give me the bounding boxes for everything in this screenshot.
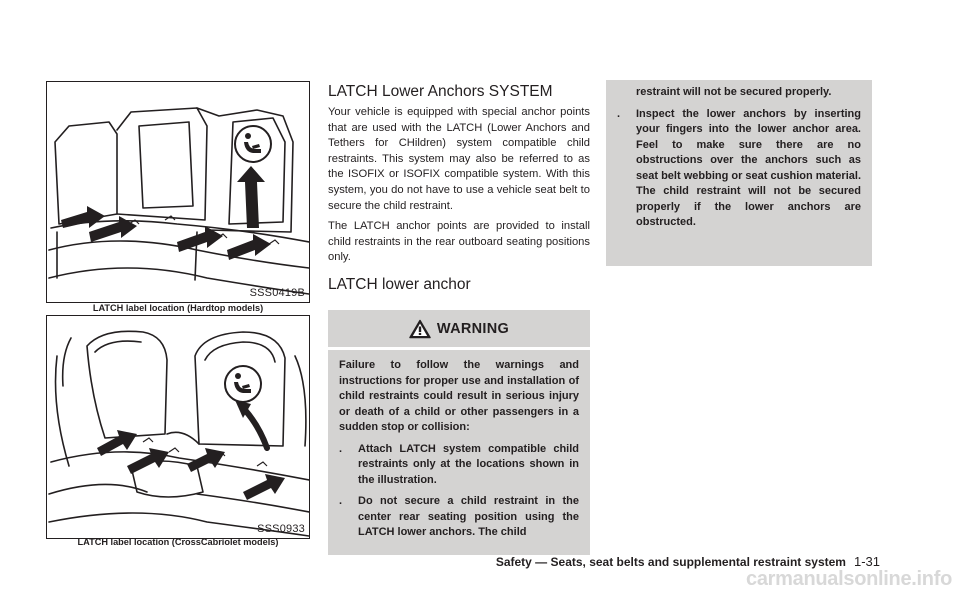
subsection-title: LATCH lower anchor: [328, 275, 471, 293]
section-paragraph: Your vehicle is equipped with special anchor points that are used with the LATCH (Lower Anchors and Tethers for CHildren) system compatible child restraints. This system may also be referred to as the ISOFIX or ISOFIX compatible system. With this system, you do not have to use a vehicle seat belt to secure the child restraint.: [328, 106, 590, 212]
warning-bullet: [617, 107, 861, 231]
page-footer: [496, 554, 880, 569]
hardtop-seat-illustration: [47, 82, 310, 303]
warning-bullet-text: Attach LATCH system compatible child restraints only at the locations shown in the illustration.: [358, 442, 579, 486]
warning-triangle-icon: [409, 319, 431, 339]
warning-box-continued: [606, 80, 872, 266]
warning-bullet: [339, 442, 579, 489]
figure-caption: LATCH label location (Hardtop models): [92, 303, 264, 313]
chapter-title: Safety — Seats, seat belts and supplemental restraint system: [495, 555, 846, 569]
warning-bullet-text: Inspect the lower anchors by inserting your fingers into the lower anchor area. Feel to make sure there are no obstructions over the anchors such as seat belt webbing or seat cushion material. The child restraint will not be secured properly if the lower anchors are obstructed.: [636, 107, 861, 228]
warning-bullet-text: Do not secure a child restraint in the center rear seating position using the LATCH lower anchors. The child: [358, 495, 579, 538]
warning-body: [328, 350, 590, 541]
warning-bullet: [339, 494, 579, 541]
figure-hardtop-seats: [46, 81, 310, 303]
crosscabriolet-seat-illustration: [47, 316, 310, 539]
latch-section: [328, 82, 590, 294]
warning-title: WARNING: [436, 320, 510, 337]
figure-crosscabriolet-seats: [46, 315, 310, 539]
page-number: 1-31: [853, 554, 880, 569]
warning-header: [328, 310, 590, 350]
section-title: LATCH Lower Anchors SYSTEM: [328, 83, 553, 100]
warning-box: [328, 310, 590, 555]
figure-code: SSS0933: [257, 523, 305, 535]
section-paragraph: The LATCH anchor points are provided to install child restraints in the rear outboard seating positions only.: [328, 220, 590, 264]
bullet-mark: .: [339, 442, 343, 455]
bullet-mark: .: [617, 107, 621, 120]
watermark: carmanualsonline.info: [746, 568, 952, 590]
figure-code: SSS0419B: [249, 287, 305, 299]
warning-bullet-continued: restraint will not be secured properly.: [636, 86, 832, 98]
figure-caption: LATCH label location (CrossCabriolet models): [77, 537, 279, 547]
warning-intro: Failure to follow the warnings and instructions for proper use and installation of child restraints could result in serious injury or death of a child or other passengers in a sudden stop or collision:: [339, 359, 579, 433]
bullet-mark: .: [339, 495, 343, 507]
